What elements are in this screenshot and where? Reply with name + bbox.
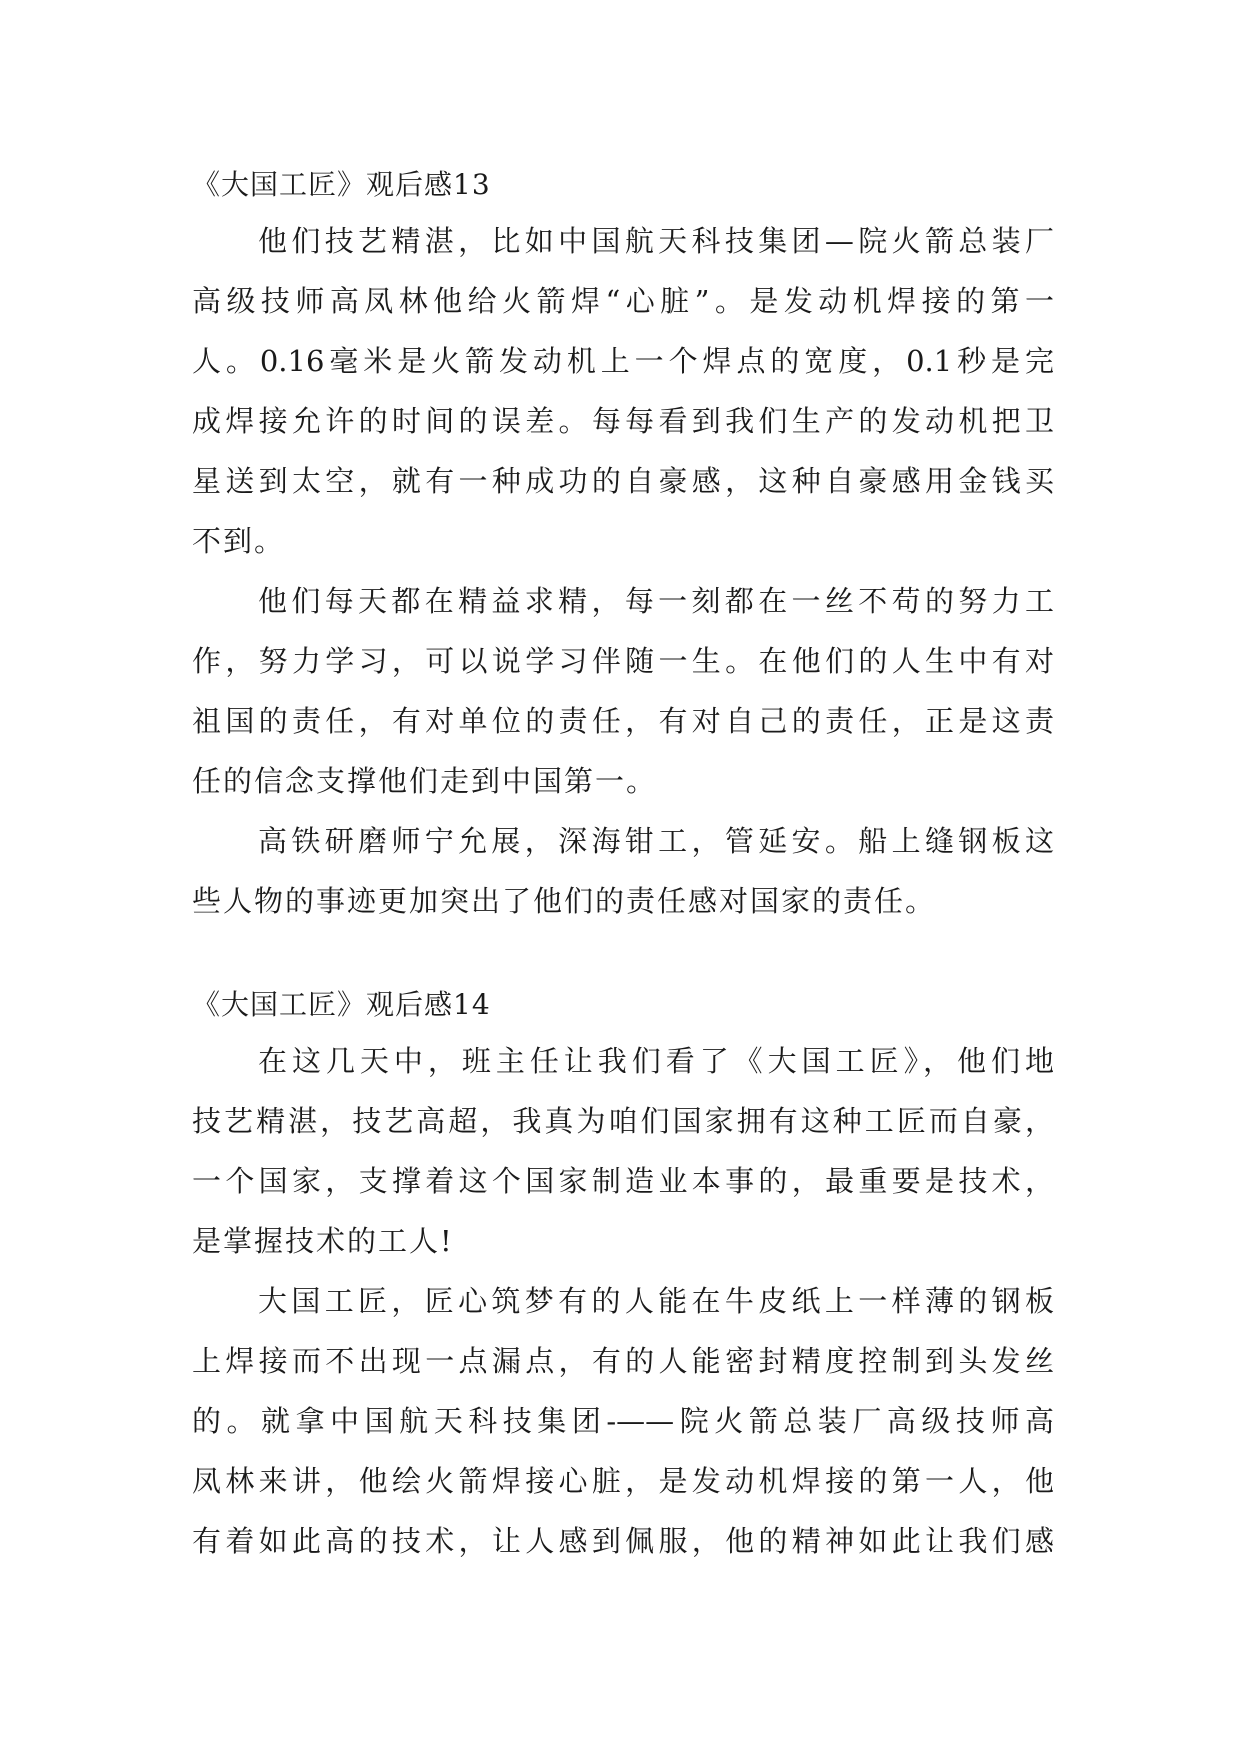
text-line: 在这几天中，班主任让我们看了《大国工匠》，他们地 xyxy=(258,1044,1054,1078)
text-line: 不到。 xyxy=(192,524,286,558)
text-line: 作，努力学习，可以说学习伴随一生。在他们的人生中有对 xyxy=(192,644,1054,678)
text-line: 的。就拿中国航天科技集团-——院火箭总装厂高级技师高 xyxy=(192,1404,1054,1438)
text-line: 凤林来讲，他绘火箭焊接心脏，是发动机焊接的第一人，他 xyxy=(192,1464,1054,1498)
text-line: 技艺精湛，技艺高超，我真为咱们国家拥有这种工匠而自豪， xyxy=(192,1104,1054,1138)
text-line: 成焊接允许的时间的误差。每每看到我们生产的发动机把卫 xyxy=(192,404,1054,438)
essay-title: 《大国工匠》观后感14 xyxy=(192,988,491,1021)
text-line: 人。0.16毫米是火箭发动机上一个焊点的宽度，0.1秒是完 xyxy=(192,344,1054,378)
text-line: 他们技艺精湛，比如中国航天科技集团—院火箭总装厂 xyxy=(258,224,1054,258)
text-line: 些人物的事迹更加突出了他们的责任感对国家的责任。 xyxy=(192,884,937,918)
text-line: 高铁研磨师宁允展，深海钳工，管延安。船上缝钢板这 xyxy=(258,824,1054,858)
text-line: 祖国的责任，有对单位的责任，有对自己的责任，正是这责 xyxy=(192,704,1054,738)
text-line: 星送到太空，就有一种成功的自豪感，这种自豪感用金钱买 xyxy=(192,464,1054,498)
text-line: 是掌握技术的工人! xyxy=(192,1224,454,1258)
text-line: 上焊接而不出现一点漏点，有的人能密封精度控制到头发丝 xyxy=(192,1344,1054,1378)
text-line: 一个国家，支撑着这个国家制造业本事的，最重要是技术， xyxy=(192,1164,1054,1198)
text-line: 任的信念支撑他们走到中国第一。 xyxy=(192,764,658,798)
text-line: 高级技师高凤林他给火箭焊“心脏”。是发动机焊接的第一 xyxy=(192,284,1054,318)
essay-title: 《大国工匠》观后感13 xyxy=(192,168,491,201)
text-line: 他们每天都在精益求精，每一刻都在一丝不苟的努力工 xyxy=(258,584,1054,618)
text-line: 有着如此高的技术，让人感到佩服，他的精神如此让我们感 xyxy=(192,1524,1054,1558)
text-line: 大国工匠，匠心筑梦有的人能在牛皮纸上一样薄的钢板 xyxy=(258,1284,1054,1318)
